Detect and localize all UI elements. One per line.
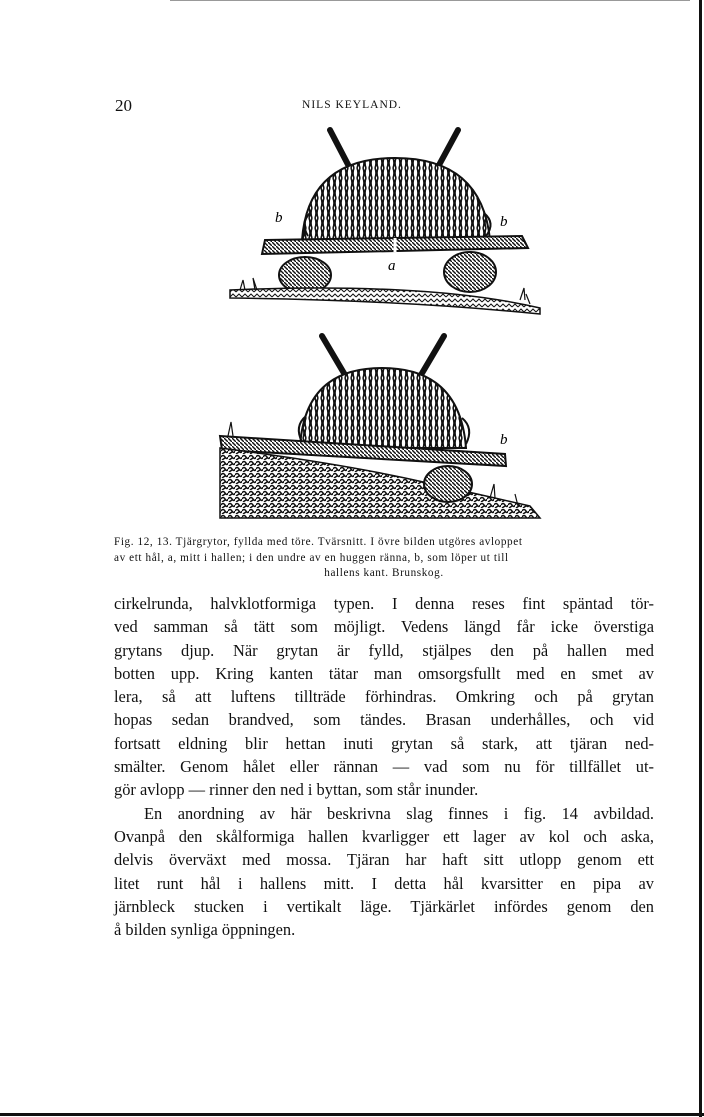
lower-figure [220, 336, 540, 518]
text-line: lera, så att luftens tillträde förhindras. Omkring och på grytan [114, 687, 654, 707]
lower-stick-right [418, 336, 444, 380]
text-line: hopas sedan brandved, som tändes. Brasan underhålles, och vid [114, 710, 654, 730]
upper-figure [230, 130, 540, 314]
upper-label-a: a [388, 258, 396, 274]
lower-stone [424, 466, 472, 502]
upper-ground [230, 288, 540, 314]
text-line: cirkelrunda, halvklotformiga typen. I denna reses fint späntad tör- [114, 594, 654, 613]
text-line: delvis överväxt med mossa. Tjäran har haft sitt utlopp genom ett [114, 850, 654, 870]
text-line: litet runt hål i hallens mitt. I detta hål kvarsitter en pipa av [114, 873, 654, 893]
text-line: ved samman så tätt som möjligt. Vedens längd får icke överstiga [114, 617, 654, 637]
caption-line: Fig. 12, 13. Tjärgrytor, fyllda med töre. Tvärsnitt. I övre bilden utgöres avloppet [114, 536, 523, 548]
body-text [114, 592, 654, 941]
text-line: fortsatt eldning blir hettan inuti grytan så stark, att tjäran ned- [114, 733, 654, 753]
lower-pot-dome [300, 368, 466, 448]
caption-line: hallens kant. Brunskog. [324, 567, 444, 579]
page-edge-bottom [0, 1113, 704, 1116]
figure-caption [114, 535, 654, 582]
text-line: gör avlopp — rinner den ned i byttan, som står inunder. [114, 780, 479, 800]
page-edge-top [170, 0, 690, 1]
upper-pot-dome [302, 158, 490, 240]
text-line: Ovanpå den skålformiga hallen kvarligger ett lager av kol och aska, [114, 826, 654, 846]
page-number: 20 [115, 96, 132, 115]
text-line: smälter. Genom hålet eller rännan — vad som nu för tillfället ut- [114, 757, 654, 777]
text-line: En anordning av här beskrivna slag finnes i fig. 14 avbildad. [144, 803, 654, 823]
paragraph-1 [114, 592, 654, 802]
upper-label-b-left: b [275, 210, 283, 226]
paragraph-2 [114, 802, 654, 942]
caption-line: av ett hål, a, mitt i hallen; i den undre av en huggen ränna, b, som löper ut till [114, 551, 509, 564]
text-line: järnbleck stucken i vertikalt läge. Tjärkärlet infördes genom den [114, 896, 654, 916]
page-edge-right [699, 0, 702, 1117]
running-head: NILS KEYLAND. [302, 99, 402, 111]
text-line: å bilden synliga öppningen. [114, 920, 296, 940]
text-line: botten upp. Kring kanten tätar man omsorgsfullt med en smet av [114, 663, 654, 683]
text-line: grytans djup. När grytan är fylld, stjälpes den på hallen med [114, 640, 654, 660]
upper-label-b-right: b [500, 214, 508, 230]
upper-stone-right [444, 252, 496, 292]
figure-illustration [200, 118, 560, 528]
lower-label-b: b [500, 432, 508, 448]
